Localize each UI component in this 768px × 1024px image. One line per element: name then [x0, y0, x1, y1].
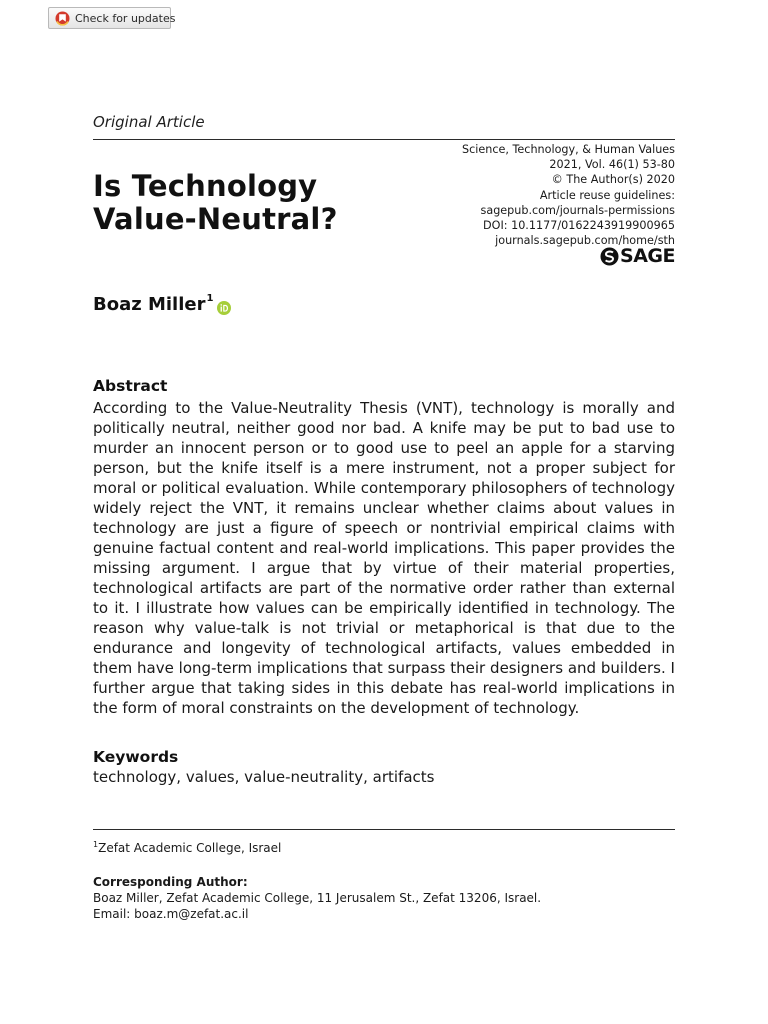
crossmark-update-icon — [55, 11, 70, 26]
sage-publisher-logo — [600, 246, 675, 266]
article-title — [93, 170, 338, 236]
check-for-updates-button[interactable] — [48, 7, 176, 29]
orcid-icon[interactable] — [217, 299, 231, 313]
author-line — [93, 294, 231, 315]
author-name[interactable]: Boaz Miller — [93, 294, 206, 315]
copyright-notice: © The Author(s) 2020 — [551, 173, 675, 187]
sage-emblem-icon — [600, 247, 619, 266]
corresponding-author-heading: Corresponding Author: — [93, 875, 248, 889]
author-affiliation-mark: 1 — [206, 293, 214, 304]
article-title-line-2: Value-Neutral? — [93, 202, 338, 236]
keywords-heading: Keywords — [93, 748, 179, 766]
journal-name: Science, Technology, & Human Values — [462, 143, 675, 156]
header-divider — [93, 139, 675, 140]
affiliation-footnote-mark: 1 — [93, 840, 99, 849]
journal-volume: 2021, Vol. 46(1) 53-80 — [549, 158, 675, 172]
keywords-list: technology, values, value-neutrality, artifacts — [93, 768, 435, 786]
abstract-heading: Abstract — [93, 377, 168, 395]
affiliation-text: Zefat Academic College, Israel — [98, 841, 282, 855]
article-type-label: Original Article — [93, 113, 205, 131]
permissions-link[interactable]: sagepub.com/journals-permissions — [480, 203, 675, 217]
corresponding-author-address: Boaz Miller, Zefat Academic College, 11 Jerusalem St., Zefat 13206, Israel. — [93, 891, 542, 905]
reuse-guidelines-label: Article reuse guidelines: — [539, 188, 675, 202]
doi-link[interactable]: DOI: 10.1177/0162243919900965 — [483, 219, 675, 233]
abstract-body: According to the Value-Neutrality Thesis (VNT), technology is morally and politically neutral, neither good nor bad. A knife may be put to bad use to murder an innocent person or to good use to peel an apple for a starving person, but the knife itself is a mere instrument, not a proper subject for moral or political evaluation. While contemporary philosophers of technology widely reject the VNT, it remains unclear whether claims about values in technology are just a figure of speech or nontrivial empirical claims with genuine factual content and real-world implications. This paper provides the missing argument. I argue that by virtue of their material properties, technological artifacts are part of the normative order rather than external to it. I illustrate how values can be empirically identified in technology. The reason why value-talk is not trivial or metaphorical is that due to the endurance and longevity of technological artifacts, values embedded in them have long-term implications that surpass their designers and builders. I further argue that taking sides in this debate has real-world implications in the form of moral constraints on the development of technology. — [93, 399, 675, 717]
check-for-updates-label: Check for updates — [75, 11, 176, 25]
journal-info-block — [385, 142, 675, 248]
sage-wordmark: SAGE — [620, 245, 675, 267]
footnote-divider — [93, 829, 675, 830]
corresponding-author-email[interactable]: Email: boaz.m@zefat.ac.il — [93, 907, 249, 921]
affiliation-footnote — [93, 840, 281, 855]
article-title-line-1: Is Technology — [93, 169, 318, 203]
journal-homepage-link[interactable]: journals.sagepub.com/home/sth — [495, 234, 675, 248]
